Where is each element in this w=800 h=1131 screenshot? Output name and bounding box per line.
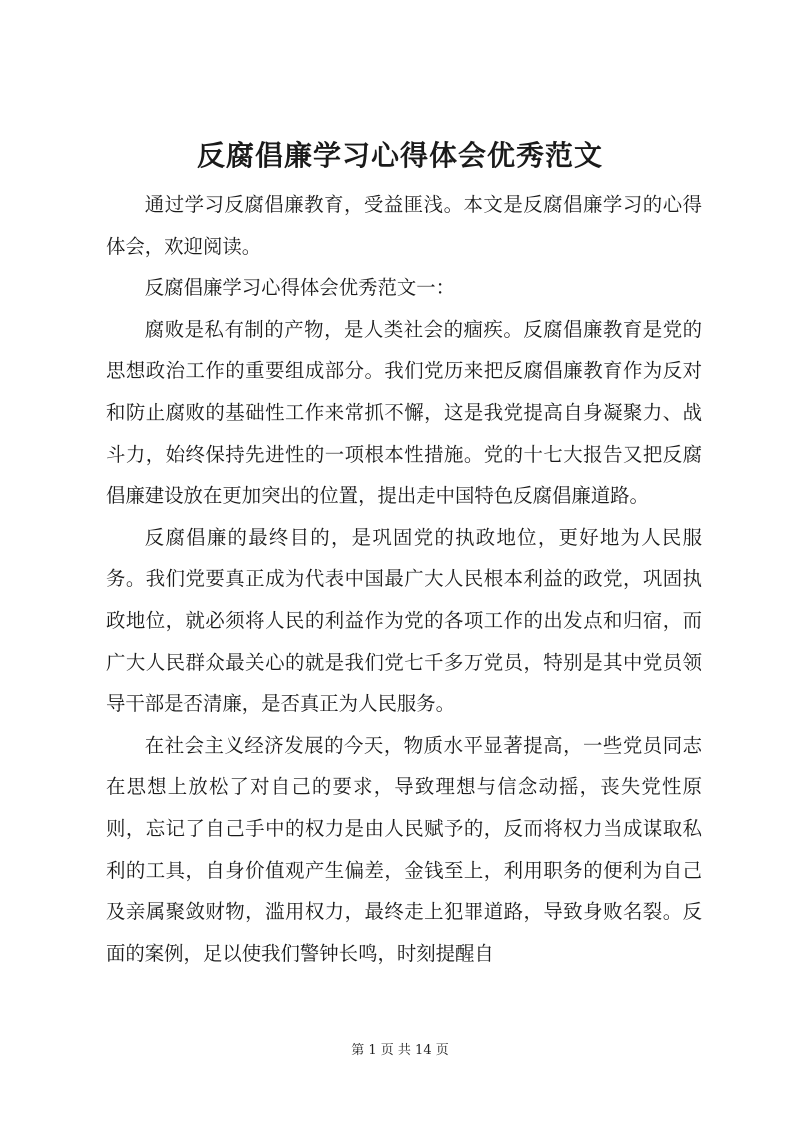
paragraph-intro: 通过学习反腐倡廉教育，受益匪浅。本文是反腐倡廉学习的心得体会，欢迎阅读。 — [106, 193, 702, 258]
paragraph-corruption: 腐败是私有制的产物，是人类社会的痼疾。反腐倡廉教育是党的思想政治工作的重要组成部分。我们党历来把反腐倡廉教育作为反对和防止腐败的基础性工作来常抓不懈，这是我党提高自身凝聚力、战斗力，始终保持先进性的一项根本性措施。党的十七大报告又把反腐倡廉建设放在更加突出的位置，提出走中国特色反腐倡廉道路。 — [106, 317, 702, 508]
document-body — [106, 184, 702, 974]
paragraph-purpose: 反腐倡廉的最终目的，是巩固党的执政地位，更好地为人民服务。我们党要真正成为代表中国最广大人民根本利益的政党，巩固执政地位，就必须将人民的利益作为党的各项工作的出发点和归宿，而广大人民群众最关心的就是我们党七千多万党员，特别是其中党员领导干部是否清廉，是否真正为人民服务。 — [106, 525, 702, 716]
page-number-footer: 第 1 页 共 14 页 — [351, 1043, 449, 1058]
paragraph-section-heading: 反腐倡廉学习心得体会优秀范文一： — [144, 276, 456, 300]
document-title: 反腐倡廉学习心得体会优秀范文 — [196, 139, 603, 172]
paragraph-economy: 在社会主义经济发展的今天，物质水平显著提高，一些党员同志在思想上放松了对自己的要求，导致理想与信念动摇，丧失党性原则，忘记了自己手中的权力是由人民赋予的，反而将权力当成谋取私利的工具，自身价值观产生偏差，金钱至上，利用职务的便利为自己及亲属聚敛财物，滥用权力，最终走上犯罪道路，导致身败名裂。反面的案例，足以使我们警钟长鸣，时刻提醒自 — [106, 733, 702, 965]
